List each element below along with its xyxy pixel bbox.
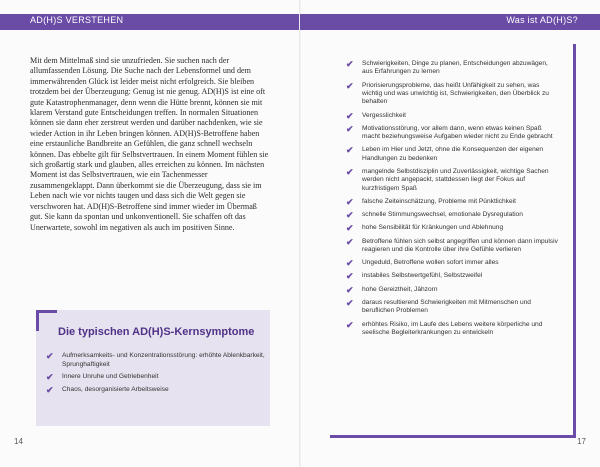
- list-item: [346, 299, 560, 316]
- list-item-text: Ungeduld, Betroffene wollen sofort immer alles: [362, 259, 499, 267]
- list-item-text: erhöhtes Risiko, im Laufe des Lebens weitere körperliche und seelische Begleiterkrankungen zu entwickeln: [362, 320, 543, 336]
- left-header-bar: [0, 14, 300, 30]
- right-page-number: 17: [577, 437, 586, 446]
- check-icon: ✔: [346, 197, 354, 208]
- list-item-text: Innere Unruhe und Getriebenheit: [62, 373, 159, 381]
- list-item-text: mangelnde Selbstdisziplin und Zuverlässigkeit, wichtige Sachen werden nicht angepackt, stattdessen liegt der Fokus auf kurzfristigem Spaß: [362, 168, 549, 192]
- check-icon: ✔: [346, 319, 354, 330]
- check-icon: ✔: [346, 284, 354, 295]
- list-item-text: schnelle Stimmungswechsel, emotionale Dysregulation: [362, 211, 523, 219]
- check-icon: ✔: [46, 384, 54, 395]
- list-item-text: daraus resultierend Schwierigkeiten mit Mitmenschen und beruflichen Problemen: [362, 298, 531, 315]
- check-icon: ✔: [346, 297, 354, 308]
- left-header-title: AD(H)S VERSTEHEN: [30, 15, 124, 25]
- check-icon: ✔: [346, 271, 354, 282]
- check-icon: ✔: [46, 372, 54, 383]
- list-item-text: hohe Sensibilität für Kränkungen und Ablehnung: [362, 224, 504, 232]
- symptom-box-list: [46, 352, 266, 398]
- check-icon: ✔: [346, 80, 354, 91]
- list-item: [346, 125, 560, 142]
- list-item-text: Vergesslichkeit: [362, 111, 406, 119]
- list-item-text: Leben im Hier und Jetzt, ohne die Konsequenzen der eigenen Handlungen zu bedenken: [362, 146, 544, 162]
- right-header-bar: [300, 14, 600, 30]
- list-item: [46, 386, 266, 395]
- right-page: [300, 0, 600, 467]
- list-item: [346, 60, 560, 77]
- list-item: [346, 286, 560, 294]
- check-icon: ✔: [346, 167, 354, 178]
- left-body-text: Mit dem Mittelmaß sind sie unzufrieden. Sie suchen nach der allumfassenden Lösung. Die Suche nach der Lebensformel und dem immerwährenden Glück ist leider meist nicht erfolgreich. Sie bleiben trotzdem bei der Überzeugung: Genug ist nie genug. AD(H)S ist eine oft gute Katastrophenmanager, denn wenn die Hütte brennt, können sie mit klarem Verstand gute Entscheidungen treffen. In normalen Situationen können sie dann eher zerstreut werden und darüber nachdenken, wie sie wieder Action in ihr Leben bringen können. AD(H)S-Betroffene haben eine erstaunliche Bandbreite an Gefühlen, die ganz schnell wechseln können. Das ebbelte gilt für Selbstvertrauen. In einem Moment fühlen sie sich großartig stark und glauben, alles erreichen zu können. Im nächsten Moment ist das Selbstvertrauen, wie ein Tachenmesser zusammengeklappt. Dann überkommt sie die Überzeugung, dass sie im Leben nach wie vor nichts taugen und dass sich die Welt gegen sie verschworen hat. AD(H)S-Betroffene sind immer wieder im Übermaß gut. Sie kann da spontan und unkonventionell. Sie schaffen oft das Unerwartete, sowohl im negativen als auch im positiven Sinne.: [30, 56, 269, 232]
- list-item: [346, 112, 560, 120]
- check-icon: ✔: [346, 210, 354, 221]
- list-item-text: hohe Gereiztheit, Jähzorn: [362, 285, 438, 293]
- list-item: [346, 168, 560, 193]
- list-item: [346, 198, 560, 206]
- list-item-text: Aufmerksamkeits- und Konzentrationsstörung: erhöhte Ablenkbarkeit, Sprunghaftigkeit: [62, 352, 265, 368]
- symptom-box-corner: [36, 310, 57, 331]
- check-icon: ✔: [346, 258, 354, 269]
- list-item-text: Priorisierungsprobleme, das heißt Unfähigkeit zu sehen, was wichtig und was unwichtig ist, Schwierigkeiten, den Überblick zu behalten: [362, 81, 549, 106]
- list-item: [346, 238, 560, 255]
- list-item: [46, 352, 266, 369]
- check-icon: ✔: [346, 223, 354, 234]
- list-item-text: Betroffene fühlen sich selbst angegriffen und können dann impulsiv reagieren und die Kontrolle über ihre Gefühle verlieren: [362, 237, 558, 254]
- check-icon: ✔: [46, 351, 54, 361]
- list-item: [46, 373, 266, 382]
- list-item-text: Chaos, desorganisierte Arbeitsweise: [62, 385, 169, 393]
- symptom-list-continued: [346, 60, 560, 342]
- check-icon: ✔: [346, 59, 354, 69]
- left-page-number: 14: [14, 437, 23, 446]
- list-item-text: Motivationsstörung, vor allem dann, wenn etwas keinen Spaß macht beziehungsweise Aufgaben wieder nicht zu Ende gebracht: [362, 124, 553, 141]
- check-icon: ✔: [346, 145, 354, 156]
- symptom-box-title: Die typischen AD(H)S-Kernsymptome: [58, 326, 255, 338]
- list-item: [346, 272, 560, 280]
- check-icon: ✔: [346, 123, 354, 134]
- list-item: [346, 82, 560, 107]
- list-item-text: falsche Zeiteinschätzung, Probleme mit Pünktlichkeit: [362, 198, 516, 206]
- list-item: [346, 259, 560, 267]
- check-icon: ✔: [346, 110, 354, 121]
- right-header-title: Was ist AD(H)S?: [506, 15, 578, 25]
- list-item-text: instabiles Selbstwertgefühl, Selbstzweifel: [362, 272, 483, 280]
- list-item: [346, 211, 560, 219]
- list-item: [346, 224, 560, 232]
- list-item: [346, 321, 560, 338]
- list-item: [346, 146, 560, 163]
- list-item-text: Schwierigkeiten, Dinge zu planen, Entscheidungen abzuwägen, aus Erfahrungen zu lernen: [362, 60, 548, 76]
- check-icon: ✔: [346, 236, 354, 247]
